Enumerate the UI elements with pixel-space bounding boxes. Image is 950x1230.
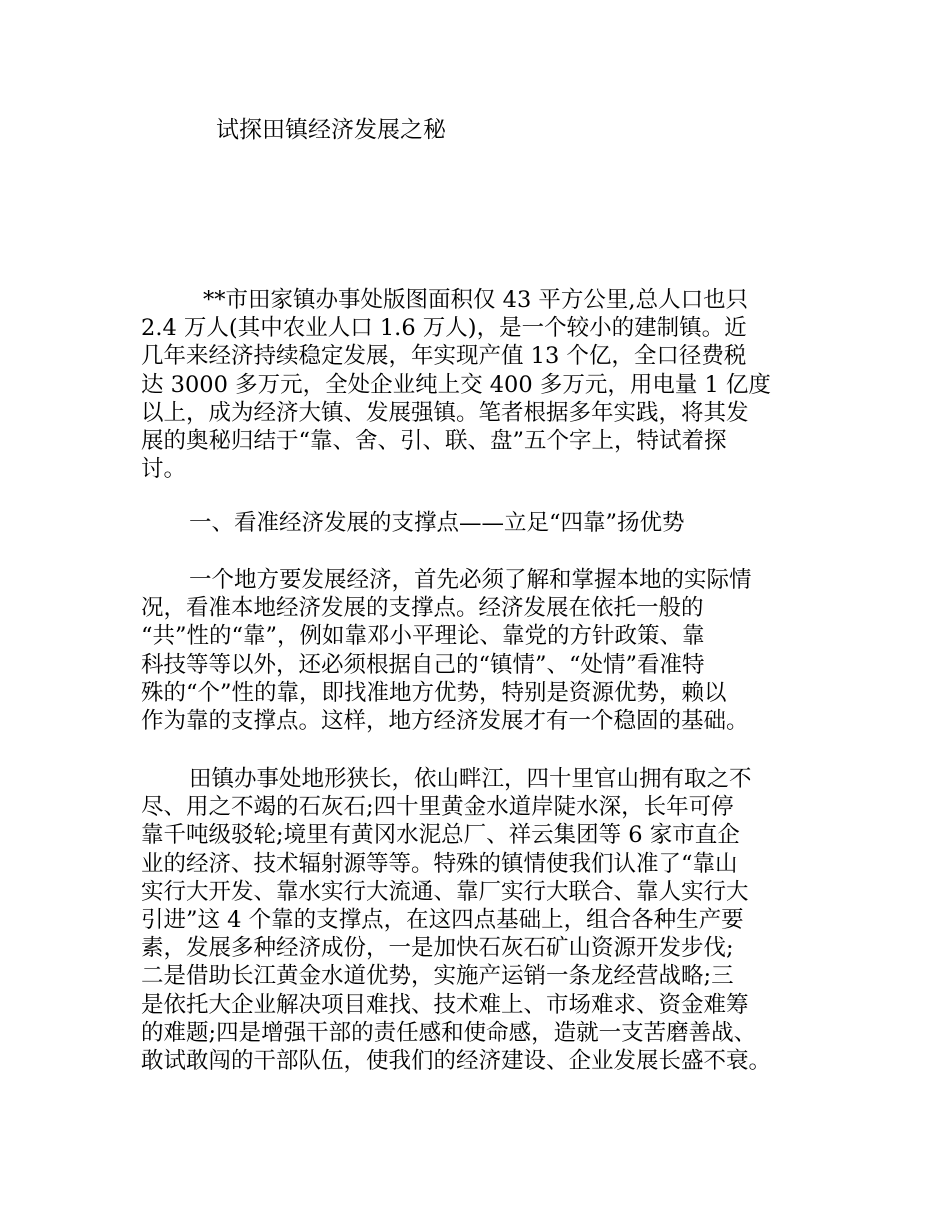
text-line: 展的奥秘归结于“靠、舍、引、联、盘”五个字上，特试着探 xyxy=(141,428,727,455)
paragraph-3 xyxy=(141,765,771,1075)
text-line: 以上，成为经济大镇、发展强镇。笔者根据多年实践，将其发 xyxy=(141,399,749,426)
text-line: 作为靠的支撑点。这样，地方经济发展才有一个稳固的基础。 xyxy=(141,708,749,735)
text-line: 讨。 xyxy=(141,456,187,483)
text-line: 况，看准本地经济发展的支撑点。经济发展在依托一般的 xyxy=(141,595,704,622)
text-line: 素，发展多种经济成份，一是加快石灰石矿山资源开发步伐; xyxy=(141,935,734,962)
text-line: 科技等等以外，还必须根据自己的“镇情”、“处情”看准特 xyxy=(141,651,705,678)
text-line: 业的经济、技术辐射源等等。特殊的镇情使我们认准了“靠山 xyxy=(141,850,738,877)
text-line: 一个地方要发展经济，首先必须了解和掌握本地的实际情 xyxy=(189,567,752,593)
paragraph-2 xyxy=(141,566,752,735)
text-line: 二是借助长江黄金水道优势，实施产运销一条龙经营战略;三 xyxy=(141,963,734,990)
paragraph-1 xyxy=(141,286,771,483)
text-line: 尽、用之不竭的石灰石;四十里黄金水道岸陡水深，长年可停 xyxy=(141,794,734,821)
text-line: 敢试敢闯的干部队伍，使我们的经济建设、企业发展长盛不衰。 xyxy=(141,1048,772,1075)
text-line: “共”性的“靠”，例如靠邓小平理论、靠党的方针政策、靠 xyxy=(141,623,705,650)
section-heading: 一、看准经济发展的支撑点——立足“四靠”扬优势 xyxy=(189,510,685,536)
text-line: 引进”这 4 个靠的支撑点，在这四点基础上，组合各种生产要 xyxy=(141,907,744,934)
document-title: 试探田镇经济发展之秘 xyxy=(216,117,446,143)
text-line: 田镇办事处地形狭长，依山畔江，四十里官山拥有取之不 xyxy=(189,766,752,792)
text-line: 2.4 万人(其中农业人口 1.6 万人)，是一个较小的建制镇。近 xyxy=(141,315,747,342)
text-line: **市田家镇办事处版图面积仅 43 平方公里,总人口也只 xyxy=(203,287,749,313)
text-line: 几年来经济持续稳定发展，年实现产值 13 个亿，全口径费税 xyxy=(141,343,747,370)
text-line: 达 3000 多万元，全处企业纯上交 400 多万元，用电量 1 亿度 xyxy=(141,371,771,398)
text-line: 靠千吨级驳轮;境里有黄冈水泥总厂、祥云集团等 6 家市直企 xyxy=(141,822,740,849)
text-line: 是依托大企业解决项目难找、技术难上、市场难求、资金难筹 xyxy=(141,991,749,1018)
text-line: 殊的“个”性的靠，即找准地方优势，特别是资源优势，赖以 xyxy=(141,679,727,706)
text-line: 的难题;四是增强干部的责任感和使命感，造就一支苦磨善战、 xyxy=(141,1019,757,1046)
text-line: 实行大开发、靠水实行大流通、靠厂实行大联合、靠人实行大 xyxy=(141,878,749,905)
